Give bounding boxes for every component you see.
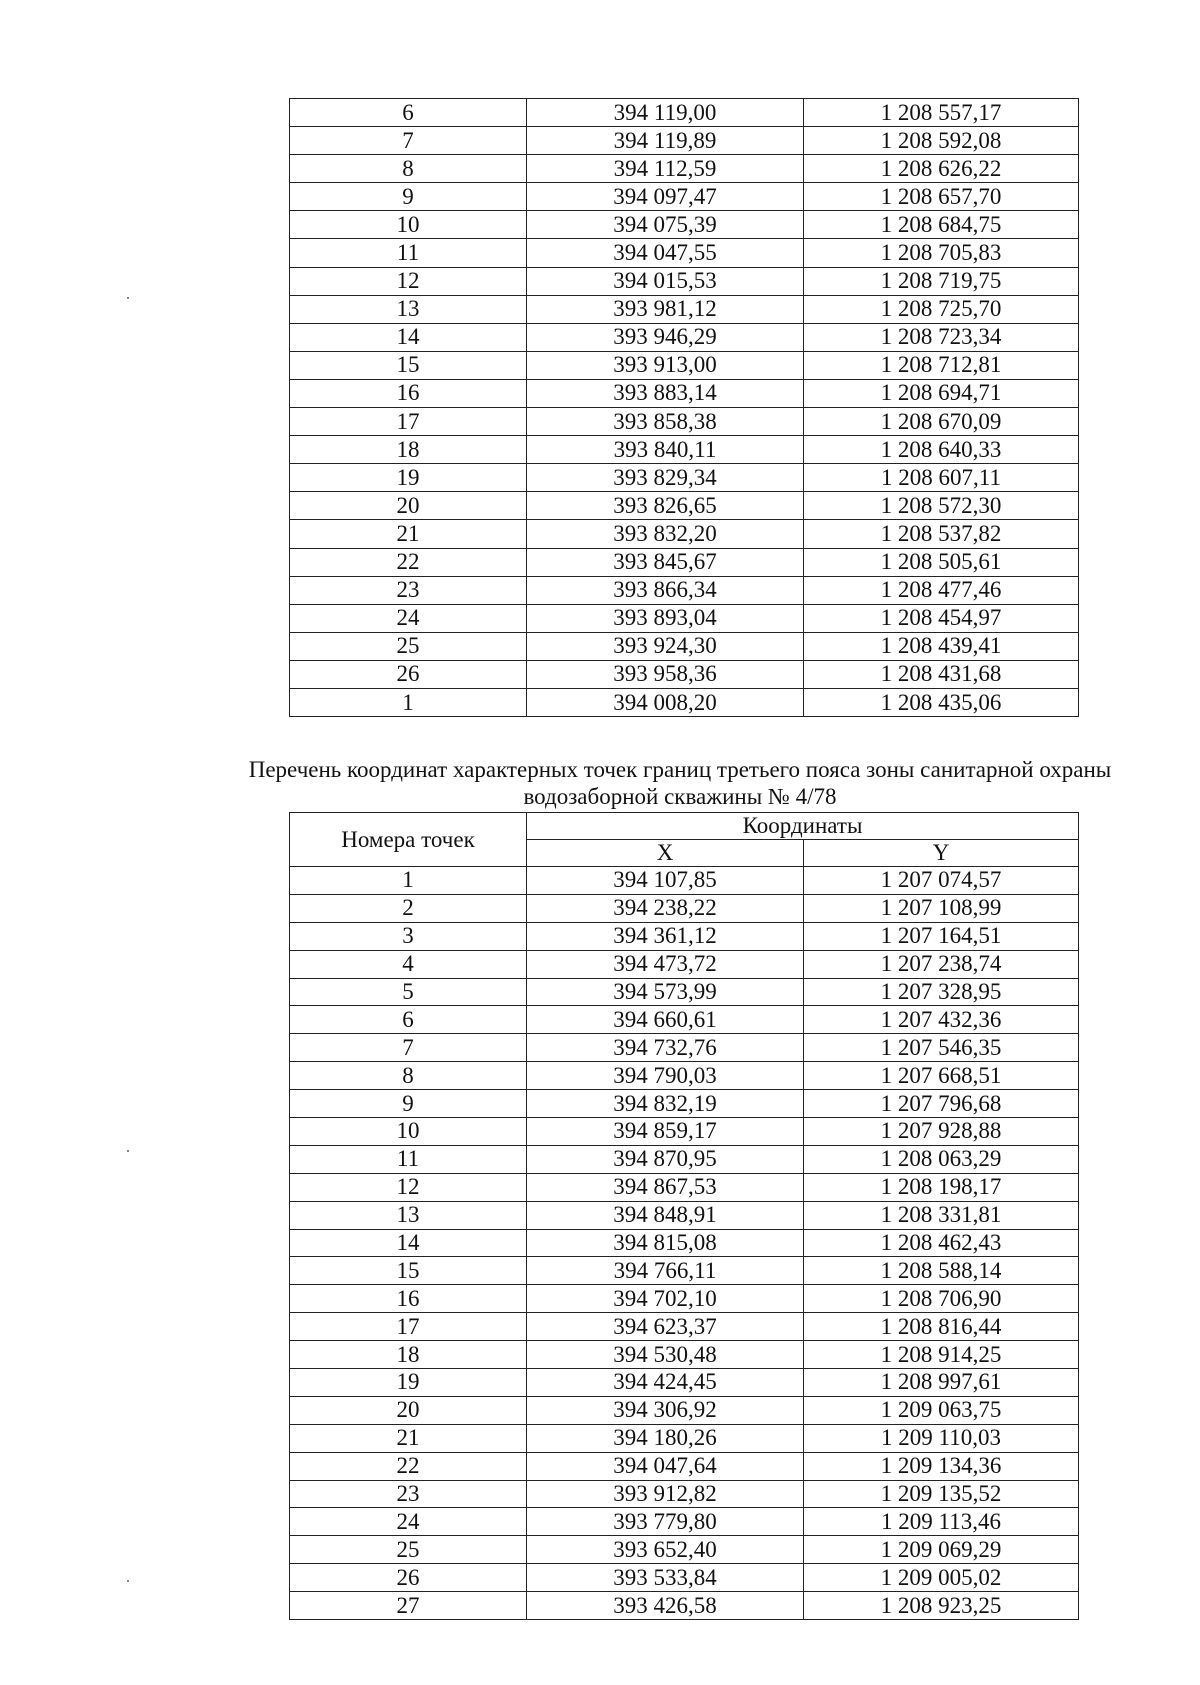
x-coordinate: 394 361,12 xyxy=(527,922,804,950)
x-coordinate: 394 047,55 xyxy=(527,239,804,267)
y-coordinate: 1 208 684,75 xyxy=(804,211,1079,239)
table-row xyxy=(290,1313,1079,1341)
table-row xyxy=(290,1452,1079,1480)
header-y: Y xyxy=(804,840,1079,867)
point-number: 21 xyxy=(290,520,527,548)
table-row xyxy=(290,1508,1079,1536)
x-coordinate: 394 047,64 xyxy=(527,1452,804,1480)
point-number: 21 xyxy=(290,1424,527,1452)
y-coordinate: 1 208 725,70 xyxy=(804,295,1079,323)
x-coordinate: 394 623,37 xyxy=(527,1313,804,1341)
coordinates-table-third-zone xyxy=(289,812,1079,1620)
table-row xyxy=(290,1369,1079,1397)
point-number: 24 xyxy=(290,604,527,632)
x-coordinate: 393 858,38 xyxy=(527,408,804,436)
point-number: 13 xyxy=(290,295,527,323)
x-coordinate: 394 702,10 xyxy=(527,1285,804,1313)
point-number: 1 xyxy=(290,688,527,716)
table-row xyxy=(290,1592,1079,1620)
y-coordinate: 1 208 431,68 xyxy=(804,660,1079,688)
table-row xyxy=(290,576,1079,604)
table-row xyxy=(290,1480,1079,1508)
table-row xyxy=(290,408,1079,436)
x-coordinate: 394 075,39 xyxy=(527,211,804,239)
y-coordinate: 1 208 198,17 xyxy=(804,1173,1079,1201)
point-number: 10 xyxy=(290,1118,527,1146)
table-row xyxy=(290,688,1079,716)
y-coordinate: 1 208 063,29 xyxy=(804,1145,1079,1173)
y-coordinate: 1 208 592,08 xyxy=(804,127,1079,155)
point-number: 10 xyxy=(290,211,527,239)
point-number: 16 xyxy=(290,379,527,407)
y-coordinate: 1 208 670,09 xyxy=(804,408,1079,436)
y-coordinate: 1 208 454,97 xyxy=(804,604,1079,632)
x-coordinate: 394 530,48 xyxy=(527,1341,804,1369)
y-coordinate: 1 208 607,11 xyxy=(804,464,1079,492)
x-coordinate: 394 097,47 xyxy=(527,183,804,211)
table-row xyxy=(290,604,1079,632)
table-row xyxy=(290,660,1079,688)
point-number: 27 xyxy=(290,1592,527,1620)
x-coordinate: 393 832,20 xyxy=(527,520,804,548)
x-coordinate: 393 845,67 xyxy=(527,548,804,576)
point-number: 15 xyxy=(290,351,527,379)
y-coordinate: 1 207 074,57 xyxy=(804,867,1079,895)
point-number: 2 xyxy=(290,894,527,922)
y-coordinate: 1 207 546,35 xyxy=(804,1034,1079,1062)
y-coordinate: 1 208 477,46 xyxy=(804,576,1079,604)
table-row xyxy=(290,492,1079,520)
point-number: 20 xyxy=(290,1396,527,1424)
point-number: 5 xyxy=(290,978,527,1006)
x-coordinate: 394 832,19 xyxy=(527,1090,804,1118)
y-coordinate: 1 208 706,90 xyxy=(804,1285,1079,1313)
y-coordinate: 1 209 113,46 xyxy=(804,1508,1079,1536)
point-number: 7 xyxy=(290,1034,527,1062)
point-number: 26 xyxy=(290,1564,527,1592)
table-row xyxy=(290,950,1079,978)
x-coordinate: 394 008,20 xyxy=(527,688,804,716)
point-number: 8 xyxy=(290,1062,527,1090)
point-number: 6 xyxy=(290,1006,527,1034)
y-coordinate: 1 208 435,06 xyxy=(804,688,1079,716)
y-coordinate: 1 208 719,75 xyxy=(804,267,1079,295)
table-row xyxy=(290,1201,1079,1229)
x-coordinate: 393 946,29 xyxy=(527,323,804,351)
x-coordinate: 394 732,76 xyxy=(527,1034,804,1062)
point-number: 13 xyxy=(290,1201,527,1229)
y-coordinate: 1 207 668,51 xyxy=(804,1062,1079,1090)
table-row xyxy=(290,1173,1079,1201)
y-coordinate: 1 208 572,30 xyxy=(804,492,1079,520)
header-coordinates: Координаты xyxy=(527,813,1079,840)
table-row xyxy=(290,548,1079,576)
x-coordinate: 394 119,00 xyxy=(527,99,804,127)
y-coordinate: 1 207 108,99 xyxy=(804,894,1079,922)
x-coordinate: 393 426,58 xyxy=(527,1592,804,1620)
table-row xyxy=(290,127,1079,155)
scan-speck xyxy=(127,1580,129,1582)
table-row xyxy=(290,632,1079,660)
point-number: 7 xyxy=(290,127,527,155)
table-row xyxy=(290,922,1079,950)
x-coordinate: 394 660,61 xyxy=(527,1006,804,1034)
x-coordinate: 393 829,34 xyxy=(527,464,804,492)
y-coordinate: 1 208 462,43 xyxy=(804,1229,1079,1257)
point-number: 25 xyxy=(290,1536,527,1564)
y-coordinate: 1 208 657,70 xyxy=(804,183,1079,211)
x-coordinate: 394 107,85 xyxy=(527,867,804,895)
table-header-row xyxy=(290,813,1079,840)
point-number: 12 xyxy=(290,267,527,295)
y-coordinate: 1 208 923,25 xyxy=(804,1592,1079,1620)
x-coordinate: 393 826,65 xyxy=(527,492,804,520)
table-row xyxy=(290,1341,1079,1369)
y-coordinate: 1 207 328,95 xyxy=(804,978,1079,1006)
table-row xyxy=(290,1396,1079,1424)
point-number: 16 xyxy=(290,1285,527,1313)
point-number: 22 xyxy=(290,548,527,576)
point-number: 9 xyxy=(290,1090,527,1118)
x-coordinate: 393 779,80 xyxy=(527,1508,804,1536)
x-coordinate: 394 790,03 xyxy=(527,1062,804,1090)
y-coordinate: 1 207 238,74 xyxy=(804,950,1079,978)
y-coordinate: 1 207 796,68 xyxy=(804,1090,1079,1118)
table-row xyxy=(290,436,1079,464)
y-coordinate: 1 208 557,17 xyxy=(804,99,1079,127)
point-number: 20 xyxy=(290,492,527,520)
table-row xyxy=(290,867,1079,895)
point-number: 18 xyxy=(290,436,527,464)
table-row xyxy=(290,1257,1079,1285)
y-coordinate: 1 208 816,44 xyxy=(804,1313,1079,1341)
table-row xyxy=(290,379,1079,407)
x-coordinate: 393 533,84 xyxy=(527,1564,804,1592)
table-row xyxy=(290,183,1079,211)
point-number: 15 xyxy=(290,1257,527,1285)
x-coordinate: 394 306,92 xyxy=(527,1396,804,1424)
y-coordinate: 1 208 588,14 xyxy=(804,1257,1079,1285)
point-number: 9 xyxy=(290,183,527,211)
section-title: Перечень координат характерных точек границ третьего пояса зоны санитарной охраны водозаборной скважины № 4/78 xyxy=(248,757,1112,809)
table-row xyxy=(290,295,1079,323)
y-coordinate: 1 208 694,71 xyxy=(804,379,1079,407)
point-number: 8 xyxy=(290,155,527,183)
point-number: 4 xyxy=(290,950,527,978)
table-row xyxy=(290,464,1079,492)
table-row xyxy=(290,1118,1079,1146)
table-row xyxy=(290,239,1079,267)
x-coordinate: 393 893,04 xyxy=(527,604,804,632)
x-coordinate: 393 866,34 xyxy=(527,576,804,604)
table-row xyxy=(290,1034,1079,1062)
y-coordinate: 1 208 626,22 xyxy=(804,155,1079,183)
y-coordinate: 1 208 705,83 xyxy=(804,239,1079,267)
table-row xyxy=(290,1424,1079,1452)
x-coordinate: 393 958,36 xyxy=(527,660,804,688)
x-coordinate: 394 870,95 xyxy=(527,1145,804,1173)
table-row xyxy=(290,1285,1079,1313)
x-coordinate: 393 981,12 xyxy=(527,295,804,323)
table-row xyxy=(290,894,1079,922)
point-number: 14 xyxy=(290,1229,527,1257)
point-number: 18 xyxy=(290,1341,527,1369)
x-coordinate: 394 859,17 xyxy=(527,1118,804,1146)
header-point-numbers: Номера точек xyxy=(290,813,527,867)
table-row xyxy=(290,1536,1079,1564)
point-number: 11 xyxy=(290,239,527,267)
point-number: 23 xyxy=(290,1480,527,1508)
y-coordinate: 1 209 005,02 xyxy=(804,1564,1079,1592)
point-number: 26 xyxy=(290,660,527,688)
x-coordinate: 393 913,00 xyxy=(527,351,804,379)
table-row xyxy=(290,1090,1079,1118)
table-row xyxy=(290,1564,1079,1592)
point-number: 19 xyxy=(290,1369,527,1397)
point-number: 1 xyxy=(290,867,527,895)
y-coordinate: 1 209 134,36 xyxy=(804,1452,1079,1480)
y-coordinate: 1 209 069,29 xyxy=(804,1536,1079,1564)
table-row xyxy=(290,1006,1079,1034)
y-coordinate: 1 209 110,03 xyxy=(804,1424,1079,1452)
y-coordinate: 1 209 135,52 xyxy=(804,1480,1079,1508)
x-coordinate: 393 840,11 xyxy=(527,436,804,464)
x-coordinate: 394 238,22 xyxy=(527,894,804,922)
x-coordinate: 394 815,08 xyxy=(527,1229,804,1257)
point-number: 17 xyxy=(290,408,527,436)
x-coordinate: 394 766,11 xyxy=(527,1257,804,1285)
x-coordinate: 394 424,45 xyxy=(527,1369,804,1397)
point-number: 23 xyxy=(290,576,527,604)
y-coordinate: 1 208 640,33 xyxy=(804,436,1079,464)
point-number: 3 xyxy=(290,922,527,950)
x-coordinate: 394 867,53 xyxy=(527,1173,804,1201)
point-number: 19 xyxy=(290,464,527,492)
x-coordinate: 394 573,99 xyxy=(527,978,804,1006)
table-row xyxy=(290,267,1079,295)
point-number: 17 xyxy=(290,1313,527,1341)
table-row xyxy=(290,978,1079,1006)
x-coordinate: 394 119,89 xyxy=(527,127,804,155)
point-number: 14 xyxy=(290,323,527,351)
x-coordinate: 393 883,14 xyxy=(527,379,804,407)
x-coordinate: 394 112,59 xyxy=(527,155,804,183)
x-coordinate: 393 652,40 xyxy=(527,1536,804,1564)
x-coordinate: 394 180,26 xyxy=(527,1424,804,1452)
table-row xyxy=(290,155,1079,183)
y-coordinate: 1 208 997,61 xyxy=(804,1369,1079,1397)
header-x: X xyxy=(527,840,804,867)
y-coordinate: 1 207 164,51 xyxy=(804,922,1079,950)
x-coordinate: 394 848,91 xyxy=(527,1201,804,1229)
table-row xyxy=(290,1062,1079,1090)
x-coordinate: 393 924,30 xyxy=(527,632,804,660)
point-number: 25 xyxy=(290,632,527,660)
y-coordinate: 1 208 537,82 xyxy=(804,520,1079,548)
table-row xyxy=(290,323,1079,351)
scan-speck xyxy=(127,297,129,299)
point-number: 12 xyxy=(290,1173,527,1201)
point-number: 11 xyxy=(290,1145,527,1173)
scan-speck xyxy=(127,1150,129,1152)
table-row xyxy=(290,351,1079,379)
y-coordinate: 1 208 331,81 xyxy=(804,1201,1079,1229)
coordinates-table-continued xyxy=(289,98,1079,717)
y-coordinate: 1 207 432,36 xyxy=(804,1006,1079,1034)
y-coordinate: 1 208 712,81 xyxy=(804,351,1079,379)
table-row xyxy=(290,1145,1079,1173)
y-coordinate: 1 208 505,61 xyxy=(804,548,1079,576)
table-row xyxy=(290,99,1079,127)
y-coordinate: 1 207 928,88 xyxy=(804,1118,1079,1146)
x-coordinate: 393 912,82 xyxy=(527,1480,804,1508)
y-coordinate: 1 208 914,25 xyxy=(804,1341,1079,1369)
table-row xyxy=(290,520,1079,548)
table-row xyxy=(290,211,1079,239)
point-number: 24 xyxy=(290,1508,527,1536)
x-coordinate: 394 015,53 xyxy=(527,267,804,295)
point-number: 22 xyxy=(290,1452,527,1480)
y-coordinate: 1 208 723,34 xyxy=(804,323,1079,351)
point-number: 6 xyxy=(290,99,527,127)
table-row xyxy=(290,1229,1079,1257)
x-coordinate: 394 473,72 xyxy=(527,950,804,978)
y-coordinate: 1 208 439,41 xyxy=(804,632,1079,660)
y-coordinate: 1 209 063,75 xyxy=(804,1396,1079,1424)
